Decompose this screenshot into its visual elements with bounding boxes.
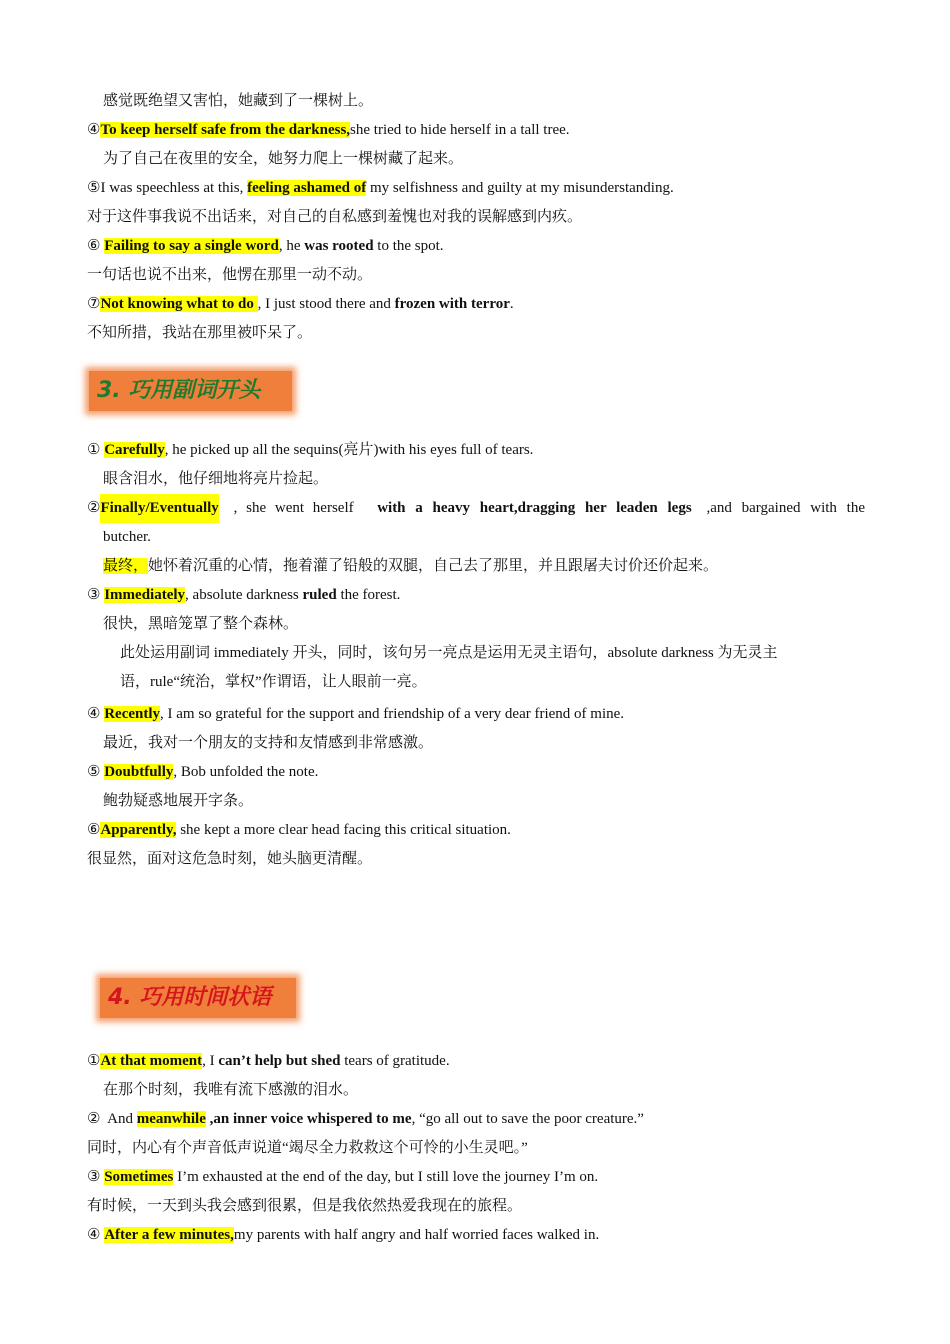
text: tears of gratitude.	[340, 1053, 450, 1069]
heading-text: 4. 巧用时间状语	[108, 985, 272, 1010]
cn-line	[103, 145, 865, 174]
number: ④	[87, 1227, 105, 1243]
text: 很显然，面对这危急时刻，她头脑更清醒。	[87, 851, 373, 867]
text: my selfishness and guilty at my misunderstanding.	[366, 180, 674, 196]
example-sentence	[87, 758, 865, 787]
cn-line	[103, 465, 865, 494]
highlight: feeling ashamed of	[247, 180, 367, 196]
note-line	[120, 668, 865, 697]
text: ⑤I was speechless at this,	[87, 180, 248, 196]
cn-line	[87, 845, 865, 874]
highlight: Immediately	[104, 587, 186, 603]
text: 不知所措，我站在那里被吓呆了。	[87, 325, 313, 341]
number: ②	[87, 500, 101, 516]
text: 对于这件事我说不出话来，对自己的自私感到羞愧也对我的误解感到内疚。	[87, 209, 583, 225]
bold-text: was rooted	[304, 238, 374, 254]
number: ①	[87, 442, 105, 458]
section-heading-4	[100, 978, 296, 1018]
highlight: meanwhile	[136, 1111, 206, 1127]
text: 有时候，一天到头我会感到很累，但是我依然热爱我现在的旅程。	[87, 1198, 523, 1214]
cn-line	[87, 1134, 865, 1163]
text: my parents with half angry and half worried faces walked in.	[233, 1227, 600, 1243]
text: , he picked up all the sequins(亮片)with his eyes full of tears.	[164, 442, 534, 458]
cn-line	[103, 1076, 865, 1105]
example-sentence	[87, 116, 865, 145]
text: 同时，内心有个声音低声说道“竭尽全力救救这个可怜的小生灵吧。”	[87, 1140, 528, 1156]
text: 语，rule“统治，掌权”作谓语，让人眼前一亮。	[120, 674, 427, 690]
text: 感觉既绝望又害怕，她藏到了一棵树上。	[103, 93, 374, 109]
text: she kept a more clear head facing this critical situation.	[176, 822, 511, 838]
example-sentence	[87, 232, 865, 261]
highlight: To keep herself safe from the darkness,	[100, 122, 351, 138]
example-sentence	[87, 436, 865, 465]
highlight: After a few minutes,	[104, 1227, 234, 1243]
text: , I am so grateful for the support and friendship of a very dear friend of mine.	[160, 706, 625, 722]
bold-text: ,an inner voice whispered to me	[205, 1111, 412, 1127]
text: 在那个时刻，我唯有流下感激的泪水。	[103, 1082, 359, 1098]
text: 一句话也说不出来，他愣在那里一动不动。	[87, 267, 373, 283]
cn-line	[87, 1192, 865, 1221]
note-line	[120, 639, 865, 668]
text: she tried to hide herself in a tall tree.	[350, 122, 570, 138]
text: 鲍勃疑惑地展开字条。	[103, 793, 254, 809]
highlight: At that moment	[100, 1053, 203, 1069]
number: ⑥	[87, 238, 105, 254]
text: 为了自己在夜里的安全，她努力爬上一棵树藏了起来。	[103, 151, 464, 167]
example-sentence	[87, 1163, 865, 1192]
example-sentence	[87, 816, 865, 845]
cn-line	[87, 319, 865, 348]
heading-text: 3. 巧用副词开头	[97, 378, 261, 403]
number: ④	[87, 706, 105, 722]
number: ⑥	[87, 822, 101, 838]
example-sentence	[87, 1047, 865, 1076]
text: the forest.	[336, 587, 401, 603]
text: 很快，黑暗笼罩了整个森林。	[103, 616, 299, 632]
cn-line	[87, 203, 865, 232]
cn-line	[87, 261, 865, 290]
number: ①	[87, 1053, 101, 1069]
highlight: Carefully	[104, 442, 165, 458]
text: , I	[202, 1053, 219, 1069]
highlight: Sometimes	[104, 1169, 174, 1185]
example-sentence	[87, 1221, 865, 1250]
cn-line	[103, 87, 865, 116]
example-sentence	[87, 494, 865, 523]
example-sentence	[87, 581, 865, 610]
bold-text: can’t help but shed	[218, 1053, 341, 1069]
highlight: Doubtfully	[104, 764, 174, 780]
number: ② And	[87, 1111, 137, 1127]
highlight: Apparently,	[100, 822, 177, 838]
cn-line	[103, 610, 865, 639]
text: , Bob unfolded the note.	[173, 764, 319, 780]
cn-line	[103, 729, 865, 758]
number: ③	[87, 1169, 105, 1185]
text: , she went herself	[233, 500, 363, 516]
text: 她怀着沉重的心情，拖着灌了铅般的双腿，自己去了那里，并且跟屠夫讨价还价起来。	[148, 558, 719, 574]
highlight: Finally/Eventually	[100, 494, 218, 523]
bold-text: with a heavy heart,dragging her leaden legs	[377, 500, 692, 516]
cn-line	[103, 787, 865, 816]
text: to the spot.	[373, 238, 444, 254]
text: I’m exhausted at the end of the day, but I still love the journey I’m on.	[173, 1169, 599, 1185]
number: ④	[87, 122, 101, 138]
example-sentence	[87, 700, 865, 729]
number: ⑦	[87, 296, 101, 312]
bold-text: frozen with terror	[394, 296, 510, 312]
example-sentence	[87, 290, 865, 319]
text: , he	[278, 238, 305, 254]
bold-text: ruled	[302, 587, 337, 603]
example-sentence	[87, 1105, 865, 1134]
example-sentence	[87, 174, 865, 203]
text: , “go all out to save the poor creature.”	[411, 1111, 644, 1127]
text: , I just stood there and	[257, 296, 395, 312]
highlight: Failing to say a single word	[104, 238, 279, 254]
text: , absolute darkness	[185, 587, 303, 603]
text: 此处运用副词 immediately 开头，同时，该句另一亮点是运用无灵主语句，absolute darkness 为无灵主	[120, 645, 778, 661]
text: 最近，我对一个朋友的支持和友情感到非常感激。	[103, 735, 434, 751]
cn-line	[103, 552, 865, 581]
number: ③	[87, 587, 105, 603]
text: .	[509, 296, 514, 312]
section-heading-3	[89, 371, 292, 411]
text: butcher.	[103, 529, 151, 545]
highlight: Not knowing what to do	[100, 296, 258, 312]
number: ⑤	[87, 764, 105, 780]
highlight: 最终，	[103, 558, 149, 574]
highlight: Recently	[104, 706, 161, 722]
sentence-body	[100, 494, 865, 523]
text: ,and bargained with the	[706, 500, 865, 516]
text: 眼含泪水，他仔细地将亮片捡起。	[103, 471, 329, 487]
sentence-continuation	[103, 523, 865, 552]
